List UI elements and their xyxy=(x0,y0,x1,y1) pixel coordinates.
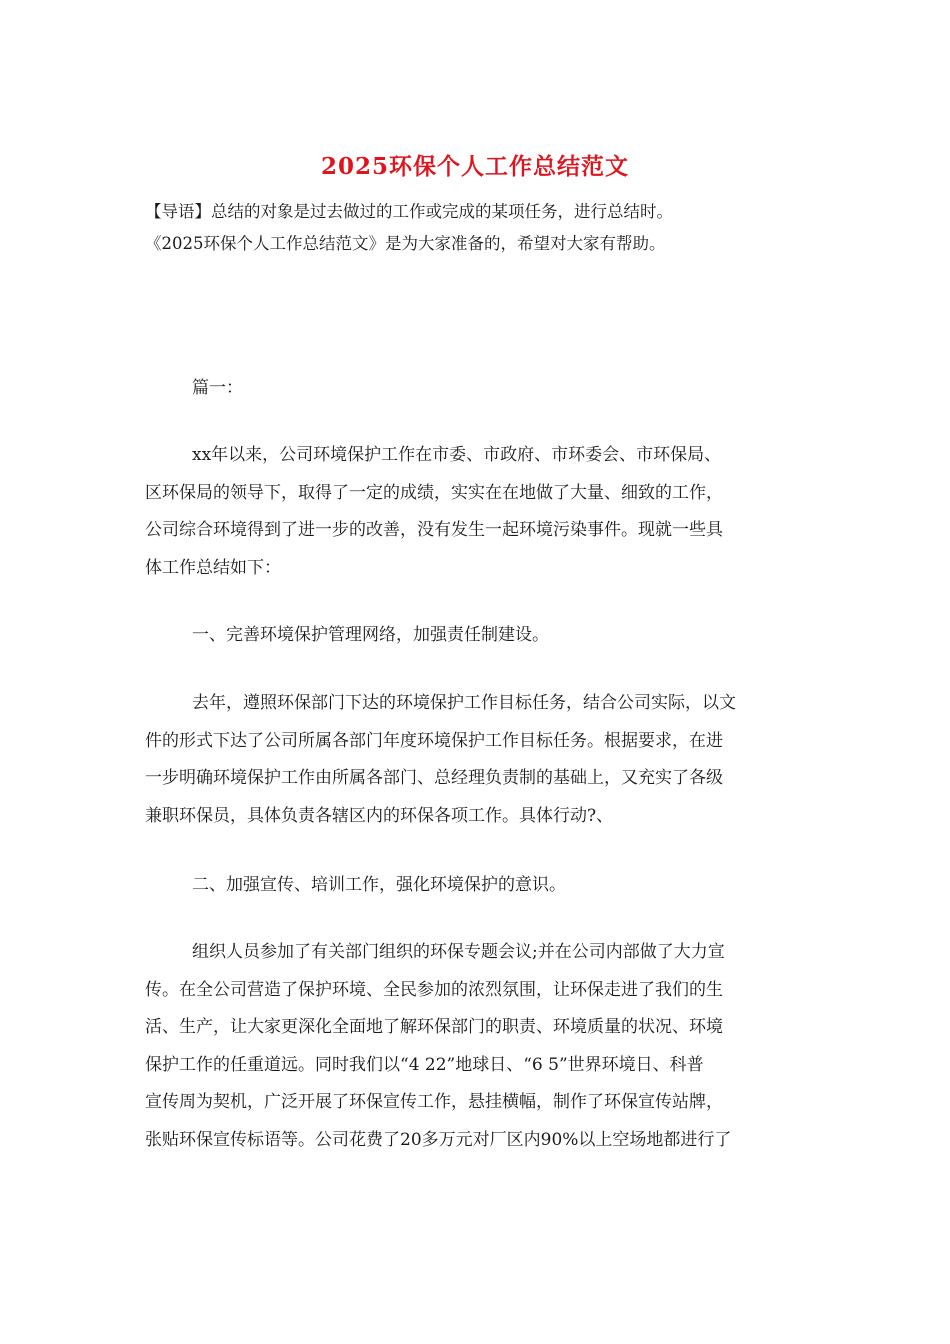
paragraph-3-line: 活、生产，让大家更深化全面地了解环保部门的职责、环境质量的状况、环境 xyxy=(145,1017,723,1037)
paragraph-1-line: 区环保局的领导下，取得了一定的成绩，实实在在地做了大量、细致的工作， xyxy=(145,482,723,503)
paragraph-3 xyxy=(145,934,810,1159)
paragraph-1 xyxy=(145,437,810,587)
intro-line-2: 《2025环保个人工作总结范文》是为大家准备的，希望对大家有帮助。 xyxy=(145,234,666,253)
paragraph-2-line: 一步明确环境保护工作由所属各部门、总经理负责制的基础上，又充实了各级 xyxy=(145,768,723,788)
paragraph-3-line: 张贴环保宣传标语等。公司花费了20多万元对厂区内90%以上空场地都进行了 xyxy=(145,1129,732,1150)
paragraph-1-line: 体工作总结如下： xyxy=(145,557,281,578)
paragraph-1-line: xx年以来，公司环境保护工作在市委、市政府、市环委会、市环保局、 xyxy=(192,445,722,465)
paragraph-3-line: 宣传周为契机，广泛开展了环保宣传工作，悬挂横幅，制作了环保宣传站牌， xyxy=(145,1092,723,1112)
heading-2: 二、加强宣传、培训工作，强化环境保护的意识。 xyxy=(192,875,566,895)
heading-1: 一、完善环境保护管理网络，加强责任制建设。 xyxy=(192,625,549,645)
paragraph-2-line: 件的形式下达了公司所属各部门年度环境保护工作目标任务。根据要求，在进 xyxy=(145,730,723,751)
document-title: 2025环保个人工作总结范文 xyxy=(320,153,629,180)
paragraph-2 xyxy=(145,685,810,835)
intro-line-1: 【导语】总结的对象是过去做过的工作或完成的某项任务，进行总结时。 xyxy=(145,202,673,221)
paragraph-1-line: 公司综合环境得到了进一步的改善，没有发生一起环境污染事件。现就一些具 xyxy=(145,520,723,540)
paragraph-3-line: 保护工作的任重道远。同时我们以“4 22”地球日、“6 5”世界环境日、科普 xyxy=(145,1054,704,1075)
paragraph-2-line: 兼职环保员，具体负责各辖区内的环保各项工作。具体行动?、 xyxy=(145,805,614,826)
paragraph-3-line: 传。在全公司营造了保护环境、全民参加的浓烈氛围，让环保走进了我们的生 xyxy=(145,979,723,1000)
paragraph-3-line: 组织人员参加了有关部门组织的环保专题会议;并在公司内部做了大力宣 xyxy=(192,942,725,962)
section-label: 篇一： xyxy=(192,378,243,398)
paragraph-2-line: 去年，遵照环保部门下达的环境保护工作目标任务，结合公司实际，以文 xyxy=(192,693,736,713)
